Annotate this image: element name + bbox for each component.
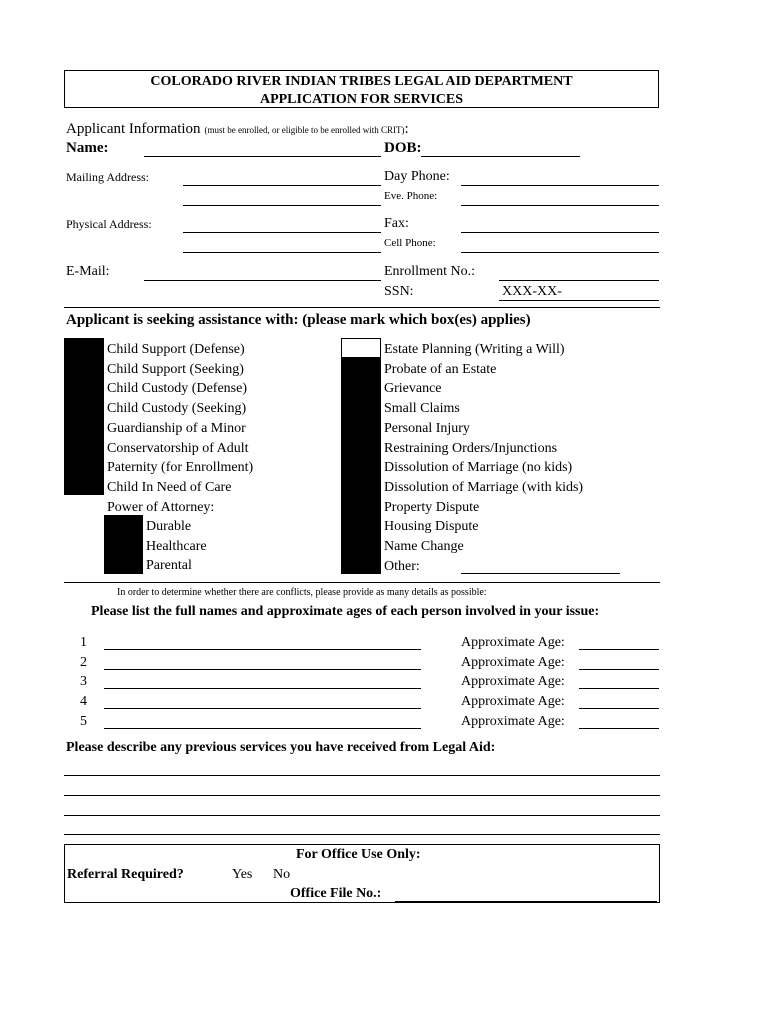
physical-address-field-1[interactable] — [183, 232, 381, 233]
form-header — [64, 70, 659, 108]
person-name-field-2[interactable] — [104, 669, 421, 670]
day-phone-label: Day Phone: — [384, 169, 450, 184]
ssn-value: XXX-XX- — [502, 284, 562, 299]
age-label-5: Approximate Age: — [461, 713, 565, 729]
right-item-housing-dispute: Housing Dispute — [384, 519, 479, 535]
person-numbers — [80, 633, 87, 732]
right-item-other: Other: — [384, 558, 420, 574]
referral-yes[interactable]: Yes — [232, 867, 253, 882]
left-item-child-support-defense: Child Support (Defense) — [107, 342, 245, 357]
office-file-label: Office File No.: — [290, 886, 382, 901]
right-item-probate: Probate of an Estate — [384, 361, 497, 377]
mailing-address-field-2[interactable] — [183, 205, 381, 206]
person-name-field-5[interactable] — [104, 728, 421, 729]
day-phone-field[interactable] — [461, 185, 659, 186]
previous-services-line-1[interactable] — [64, 775, 660, 776]
conflicts-title: Please list the full names and approximate ages of each person involved in your issue: — [91, 604, 600, 619]
dob-field[interactable] — [421, 156, 580, 157]
fax-field[interactable] — [461, 232, 659, 233]
person-number-2: 2 — [80, 654, 87, 670]
right-item-dissolution-with-kids: Dissolution of Marriage (with kids) — [384, 479, 584, 495]
poa-items-list — [146, 517, 207, 576]
left-item-paternity: Paternity (for Enrollment) — [107, 460, 254, 476]
age-field-3[interactable] — [579, 688, 659, 689]
age-label-4: Approximate Age: — [461, 694, 565, 710]
age-labels — [461, 633, 565, 732]
age-label-1: Approximate Age: — [461, 635, 565, 650]
physical-address-label: Physical Address: — [66, 217, 152, 231]
right-item-restraining-orders: Restraining Orders/Injunctions — [384, 440, 558, 456]
divider-1 — [64, 307, 660, 308]
person-name-field-4[interactable] — [104, 708, 421, 709]
mailing-address-label: Mailing Address: — [66, 170, 149, 184]
physical-address-field-2[interactable] — [183, 252, 381, 253]
poa-item-healthcare: Healthcare — [146, 538, 207, 554]
applicant-note: (must be enrolled, or eligible to be enrolled with CRIT) — [204, 125, 405, 135]
right-items-list — [384, 340, 583, 576]
left-items-list — [107, 340, 253, 517]
age-field-4[interactable] — [579, 708, 659, 709]
left-item-child-custody-seeking: Child Custody (Seeking) — [107, 401, 247, 417]
right-item-grievance: Grievance — [384, 381, 442, 397]
eve-phone-label: Eve. Phone: — [384, 190, 438, 202]
poa-checkbox-column[interactable] — [104, 515, 143, 574]
header-line-2: APPLICATION FOR SERVICES — [259, 92, 464, 107]
right-checkbox-column[interactable] — [341, 358, 381, 574]
eve-phone-field[interactable] — [461, 205, 659, 206]
right-item-dissolution-no-kids: Dissolution of Marriage (no kids) — [384, 460, 573, 476]
fax-label: Fax: — [384, 216, 409, 231]
applicant-section-title — [66, 120, 409, 138]
previous-services-line-3[interactable] — [64, 815, 660, 816]
office-use-box — [64, 844, 660, 903]
person-name-field-3[interactable] — [104, 688, 421, 689]
person-number-5: 5 — [80, 713, 87, 729]
referral-no[interactable]: No — [273, 867, 291, 882]
cell-phone-label: Cell Phone: — [384, 237, 436, 249]
referral-label: Referral Required? — [67, 867, 184, 882]
poa-item-durable: Durable — [146, 519, 192, 534]
email-label: E-Mail: — [66, 264, 110, 279]
left-item-guardianship: Guardianship of a Minor — [107, 420, 246, 436]
age-label-2: Approximate Age: — [461, 654, 565, 670]
conflicts-note: In order to determine whether there are conflicts, please provide as many details as possible: — [117, 587, 487, 598]
ssn-field[interactable] — [499, 300, 659, 301]
person-number-4: 4 — [80, 694, 87, 710]
right-item-personal-injury: Personal Injury — [384, 420, 470, 436]
assistance-title: Applicant is seeking assistance with: (please mark which box(es) applies) — [66, 312, 531, 328]
previous-services-line-4[interactable] — [64, 834, 660, 835]
previous-services-line-2[interactable] — [64, 795, 660, 796]
right-item-name-change: Name Change — [384, 539, 464, 555]
header-line-1: COLORADO RIVER INDIAN TRIBES LEGAL AID DEPARTMENT — [150, 74, 573, 89]
applicant-title: Applicant Information — [66, 121, 201, 137]
poa-item-parental: Parental — [146, 558, 192, 574]
email-field[interactable] — [144, 280, 381, 281]
enrollment-field[interactable] — [499, 280, 659, 281]
left-checkbox-column[interactable] — [64, 338, 104, 495]
office-use-title: For Office Use Only: — [296, 847, 421, 862]
applicant-title-colon: : — [404, 121, 409, 137]
left-item-child-custody-defense: Child Custody (Defense) — [107, 381, 247, 397]
age-field-2[interactable] — [579, 669, 659, 670]
previous-services-title: Please describe any previous services you have received from Legal Aid: — [66, 740, 496, 755]
mailing-address-field-1[interactable] — [183, 185, 381, 186]
power-of-attorney-label: Power of Attorney: — [107, 499, 215, 515]
person-name-field-1[interactable] — [104, 649, 421, 650]
left-item-child-support-seeking: Child Support (Seeking) — [107, 361, 244, 377]
right-item-property-dispute: Property Dispute — [384, 499, 480, 515]
left-item-conservatorship: Conservatorship of Adult — [107, 440, 249, 456]
office-file-field[interactable] — [395, 901, 657, 902]
right-item-small-claims: Small Claims — [384, 401, 460, 417]
right-item-estate-planning: Estate Planning (Writing a Will) — [384, 342, 565, 357]
dob-label: DOB: — [384, 140, 422, 156]
name-field[interactable] — [144, 156, 381, 157]
person-number-1: 1 — [80, 635, 87, 650]
enrollment-label: Enrollment No.: — [384, 264, 475, 279]
cell-phone-field[interactable] — [461, 252, 659, 253]
other-field[interactable] — [461, 573, 620, 574]
name-label: Name: — [66, 140, 109, 156]
age-field-1[interactable] — [579, 649, 659, 650]
left-item-child-in-need: Child In Need of Care — [107, 479, 232, 495]
estate-planning-checkbox[interactable] — [341, 338, 381, 358]
ssn-label: SSN: — [384, 284, 414, 299]
divider-2 — [64, 582, 660, 583]
age-label-3: Approximate Age: — [461, 674, 565, 690]
age-field-5[interactable] — [579, 728, 659, 729]
person-number-3: 3 — [80, 674, 87, 690]
